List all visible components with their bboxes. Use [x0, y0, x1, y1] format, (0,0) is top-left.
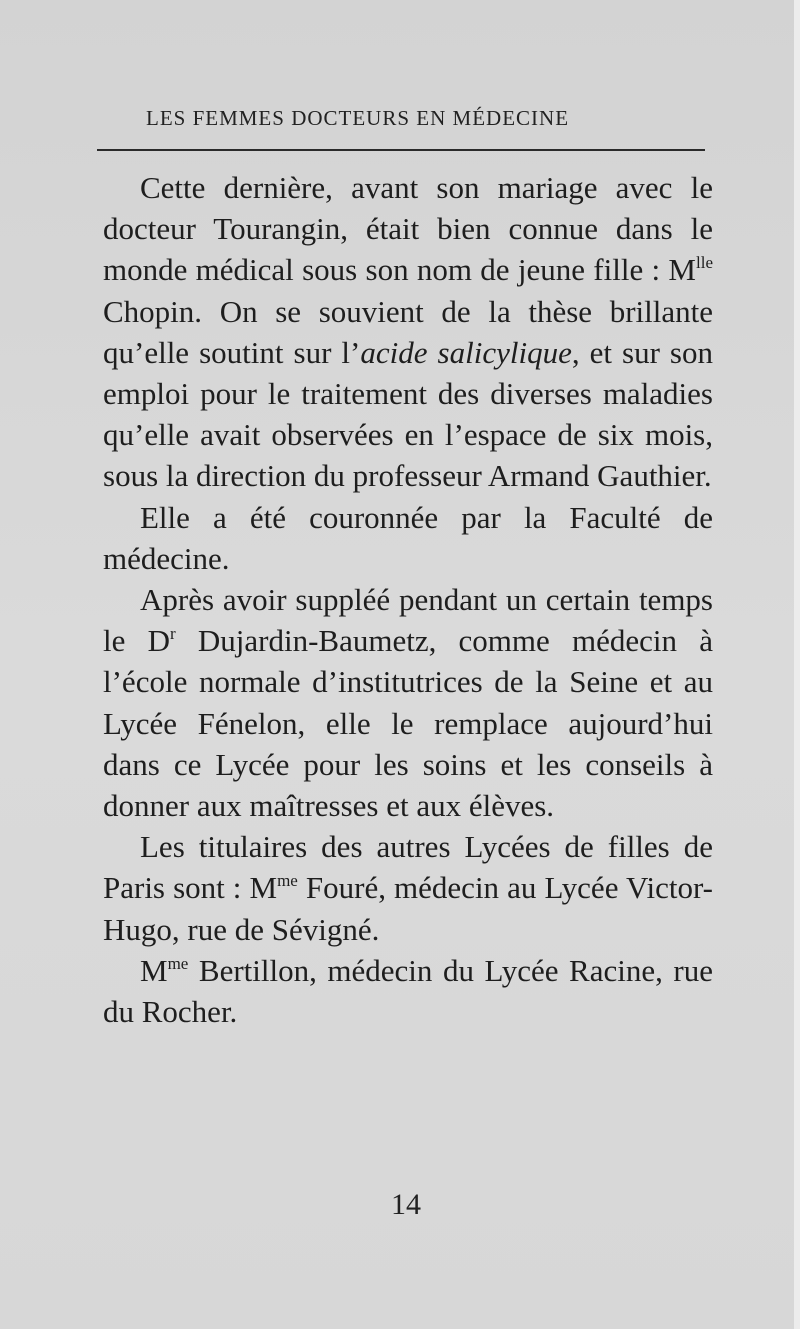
page-number: 14: [391, 1188, 421, 1221]
body-text: [103, 167, 713, 1032]
paragraph-1: [103, 167, 713, 497]
italic-term: acide salicylique: [360, 334, 572, 370]
page-edge: [794, 0, 800, 1329]
paragraph-3-text-a: Après avoir suppléé pendant un certain temps le D: [103, 582, 713, 659]
header-rule: [97, 149, 705, 151]
paragraph-1-text-b: Chopin. On se souvient de la thèse brillante qu’elle soutint sur l’: [103, 293, 713, 370]
paragraph-4-text-a: Les titulaires des autres Lycées de filles de Paris sont : M: [103, 829, 713, 906]
paragraph-4-text-b: Fouré, médecin au Lycée Victor-Hugo, rue de Sévigné.: [103, 870, 713, 947]
paragraph-5-text-a: M: [140, 952, 168, 988]
paragraph-5: [103, 950, 713, 1032]
paragraph-1-text-c: , et sur son emploi pour le traitement des diverses maladies qu’elle avait observées en l’espace de six mois, sous la direction du professeur Armand Gauthier.: [103, 334, 713, 494]
docteur-superscript: r: [169, 624, 176, 644]
paragraph-1-text-a: Cette dernière, avant son mariage avec le docteur Tourangin, était bien connue dans le monde médical sous son nom de jeune fille : M: [103, 170, 713, 288]
paragraph-5-text-b: Bertillon, médecin du Lycée Racine, rue du Rocher.: [103, 952, 713, 1030]
mademoiselle-superscript: lle: [696, 253, 713, 273]
madame-superscript: me: [167, 953, 189, 973]
paragraph-3-text-b: Dujardin-Baumetz, comme médecin à l’école normale d’institutrices de la Seine et au Lycée Fénelon, elle le remplace aujourd’hui dans ce Lycée pour les soins et les conseils à donner aux maîtresses et aux élèves.: [103, 623, 713, 824]
paragraph-4: [103, 826, 713, 950]
madame-superscript: me: [277, 871, 298, 891]
paragraph-3: [103, 579, 713, 826]
running-head: LES FEMMES DOCTEURS EN MÉDECINE: [146, 106, 570, 130]
paragraph-2: Elle a été couronnée par la Faculté de médecine.: [103, 499, 713, 576]
